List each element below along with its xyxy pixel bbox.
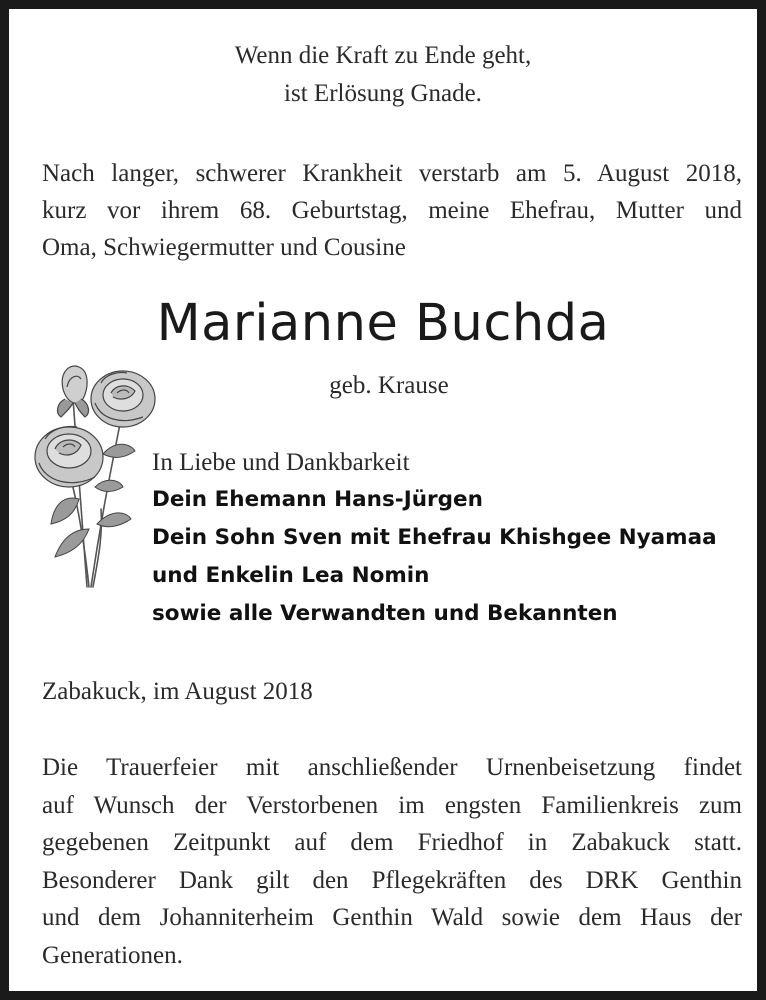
closing-line-5: und dem Johanniterheim Genthin Wald sowie dem Haus der	[42, 904, 742, 931]
closing-line-4: Besonderer Dank gilt den Pflegekräften des DRK Genthin	[42, 866, 742, 894]
roses-icon	[31, 359, 156, 594]
deceased-name: Marianne Buchda	[156, 294, 610, 353]
place-date: Zabakuck, im August 2018	[42, 678, 313, 705]
intro-line-2: kurz vor ihrem 68. Geburtstag, meine Ehefrau, Mutter und	[42, 197, 742, 224]
mourners-lead: In Liebe und Dankbarkeit	[152, 449, 410, 476]
intro-line-3: Oma, Schwiegermutter und Cousine	[42, 234, 406, 261]
closing-line-1: Die Trauerfeier mit anschließender Urnenbeisetzung findet	[42, 754, 742, 781]
closing-text	[42, 749, 742, 974]
motto	[9, 37, 757, 113]
mourners-block	[152, 445, 752, 633]
mourner-line-2: Dein Sohn Sven mit Ehefrau Khishgee Nyamaa	[152, 525, 717, 550]
mourner-line-4: sowie alle Verwandten und Bekannten	[152, 601, 618, 626]
closing-line-2: auf Wunsch der Verstorbenen im engsten Familienkreis zum	[42, 791, 742, 819]
intro-line-1: Nach langer, schwerer Krankheit verstarb am 5. August 2018,	[42, 160, 742, 187]
intro-text	[42, 155, 742, 266]
closing-line-3: gegebenen Zeitpunkt auf dem Friedhof in Zabakuck statt.	[42, 829, 742, 856]
motto-line-2: ist Erlösung Gnade.	[284, 80, 482, 107]
mourner-line-3: und Enkelin Lea Nomin	[152, 563, 430, 588]
closing-line-6: Generationen.	[42, 941, 183, 969]
motto-line-1: Wenn die Kraft zu Ende geht,	[234, 42, 532, 69]
mourner-line-1: Dein Ehemann Hans-Jürgen	[152, 487, 483, 512]
maiden-name: geb. Krause	[329, 372, 449, 399]
